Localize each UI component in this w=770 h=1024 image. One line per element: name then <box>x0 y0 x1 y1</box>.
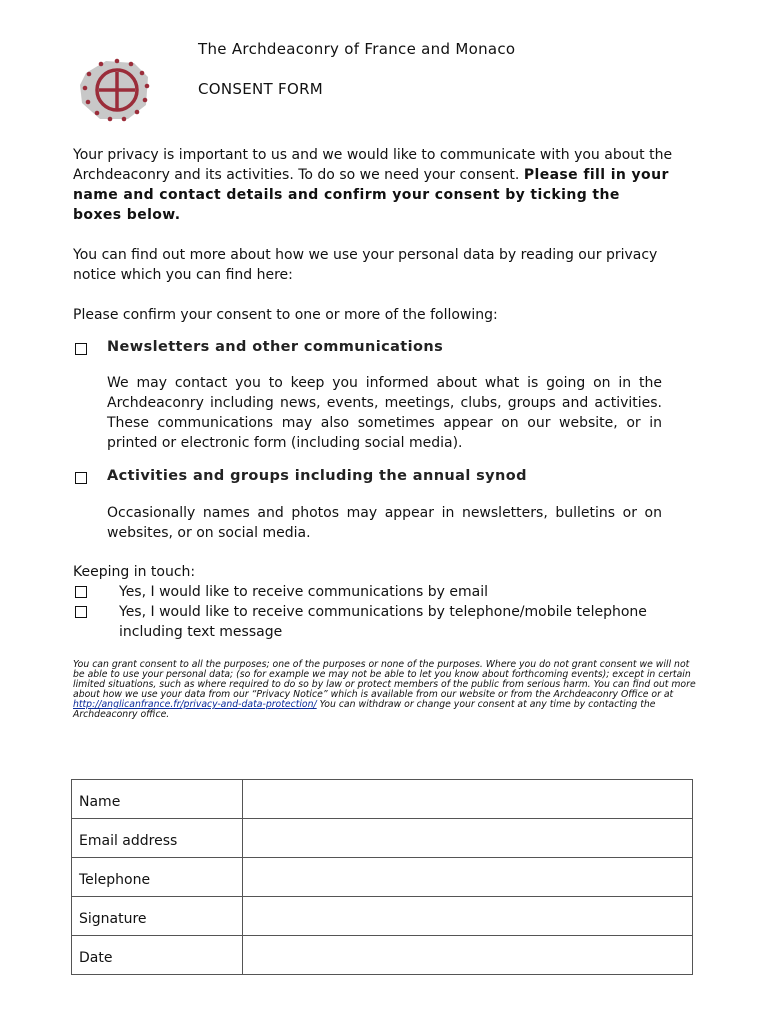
contact-details-table <box>71 779 693 975</box>
telephone-field[interactable] <box>243 858 693 897</box>
date-label: Date <box>72 936 243 975</box>
email-consent-label: Yes, I would like to receive communications by email <box>119 584 489 600</box>
email-field[interactable] <box>243 819 693 858</box>
small-print-text: You can grant consent to all the purposes; one of the purposes or none of the purposes. Where you do not grant consent we will not be able to use your personal data; (so for example we may not be able to let you know about forthcoming events); except in certain limited situations, such as where required to do so by law or protect members of the public from serious harm. You can find out more about how we use your data from our “Privacy Notice” which is available from our website or from the Archdeaconry Office or at <box>73 659 696 700</box>
small-print-after: You can withdraw or change your consent at any time by contacting the Archdeaconry office. <box>73 699 656 720</box>
option-activities-title: Activities and groups including the annual synod <box>107 468 527 484</box>
signature-field[interactable] <box>243 897 693 936</box>
table-row <box>72 858 693 897</box>
name-label: Name <box>72 780 243 819</box>
table-row <box>72 780 693 819</box>
date-field[interactable] <box>243 936 693 975</box>
option-newsletters-text: We may contact you to keep you informed about what is going on in the Archdeaconry including news, events, meetings, clubs, groups and activities. These communications may also sometimes appear on our website, or in printed or electronic form (including social media). <box>107 375 662 451</box>
phone-consent-checkbox[interactable] <box>75 606 87 618</box>
table-row <box>72 897 693 936</box>
email-consent-checkbox[interactable] <box>75 586 87 598</box>
small-print <box>73 660 698 720</box>
intro-paragraph <box>73 145 673 225</box>
option-newsletters-title: Newsletters and other communications <box>107 339 444 355</box>
confirm-consent-paragraph: Please confirm your consent to one or more of the following: <box>73 307 498 323</box>
telephone-label: Telephone <box>72 858 243 897</box>
keeping-in-touch-heading: Keeping in touch: <box>73 564 196 580</box>
option-activities-text: Occasionally names and photos may appear in newsletters, bulletins or on websites, or on social media. <box>107 505 662 541</box>
organisation-name: The Archdeaconry of France and Monaco <box>198 40 516 58</box>
privacy-policy-link[interactable]: http://anglicanfrance.fr/privacy-and-data-protection/ <box>73 699 317 710</box>
newsletters-checkbox[interactable] <box>75 343 87 355</box>
intro-text: Your privacy is important to us and we would like to communicate with you about the Archdeaconry and its activities. To do so we need your consent. <box>73 147 673 183</box>
signature-label: Signature <box>72 897 243 936</box>
phone-consent-label: Yes, I would like to receive communications by telephone/mobile telephone including text message <box>119 604 647 640</box>
email-label: Email address <box>72 819 243 858</box>
form-title: CONSENT FORM <box>198 80 324 98</box>
intro-bold-instruction: Please fill in your name and contact details and confirm your consent by ticking the boxes below. <box>73 167 669 223</box>
name-field[interactable] <box>243 780 693 819</box>
table-row <box>72 936 693 975</box>
privacy-notice-paragraph: You can find out more about how we use your personal data by reading our privacy notice which you can find here: <box>73 247 658 283</box>
archdeaconry-cross-logo-icon <box>76 55 154 125</box>
activities-checkbox[interactable] <box>75 472 87 484</box>
table-row <box>72 819 693 858</box>
